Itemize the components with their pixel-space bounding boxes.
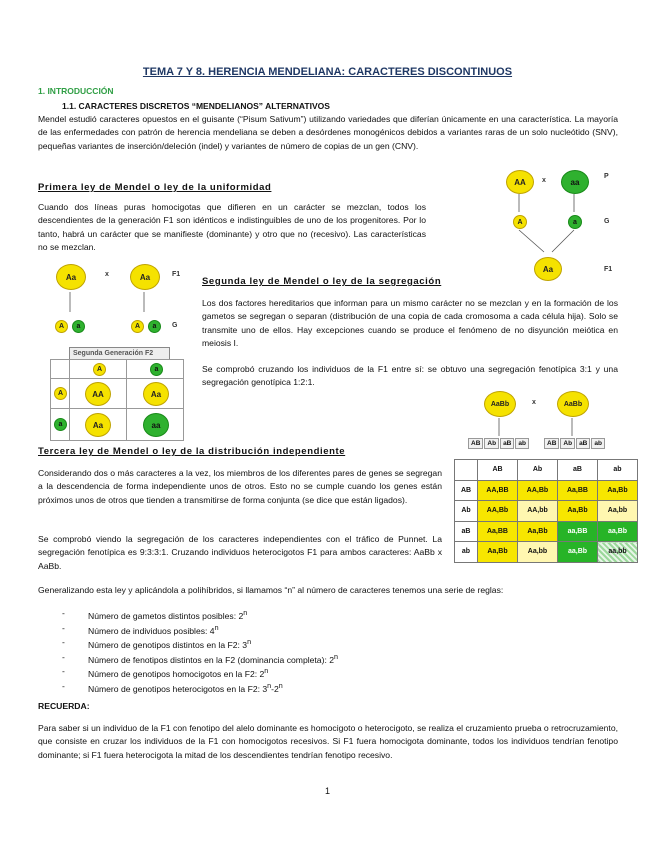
parent-Aa-right: Aa — [130, 264, 160, 290]
gamete-pill: AB — [468, 438, 483, 449]
list-item — [62, 664, 338, 679]
table-row — [455, 501, 638, 522]
row-header: aB — [455, 521, 478, 542]
table-cell: Aa,Bb — [558, 501, 598, 522]
offspring-Aa: Aa — [534, 257, 562, 281]
rule-text: Número de genotipos heterocigotos en la F2: 3 — [88, 683, 268, 694]
f2-col-header-A: A — [93, 363, 106, 376]
table-row — [455, 521, 638, 542]
parent-AA: AA — [506, 170, 534, 194]
gamete-pill: aB — [576, 438, 590, 449]
row-header: Ab — [455, 501, 478, 522]
page-title: TEMA 7 Y 8. HERENCIA MENDELIANA: CARACTERES DISCONTINUOS — [142, 66, 513, 78]
table-cell: aa,bb — [598, 542, 638, 563]
dihybrid-punnett-table — [454, 459, 638, 563]
list-item — [62, 606, 338, 621]
table-cell: AA,bb — [518, 501, 558, 522]
section-heading-introduccion: 1. INTRODUCCIÓN — [38, 86, 114, 96]
col-header: ab — [598, 460, 638, 481]
table-row — [455, 542, 638, 563]
table-cell: aa,BB — [558, 521, 598, 542]
f2-cell-AA: AA — [85, 382, 111, 406]
f2-cell-Aa-1: Aa — [143, 382, 169, 406]
gamete-A: A — [513, 215, 527, 229]
intro-paragraph: Mendel estudió caracteres opuestos en el guisante (“Pisum Sativum”) utilizando variedades que diferían únicamente en una característica. La mayoría de las enfermedades con patrón de herencia mendeliana se deben a desórdenes monogénicos debidos a variantes raras de un solo nucleótido (SNV), pequeñas variantes de inserción/deleción (indel) y variantes de número de copias de un gen (CNV). — [38, 114, 618, 151]
page-number: 1 — [324, 786, 330, 796]
gamete-a-1: a — [72, 320, 85, 333]
recuerda-label: RECUERDA: — [38, 701, 90, 711]
cross-symbol: x — [542, 177, 546, 184]
gamete-pill: Ab — [484, 438, 499, 449]
f2-cell-aa: aa — [143, 413, 169, 437]
law1-heading: Primera ley de Mendel o ley de la uniformidad — [38, 182, 272, 193]
rule-exponent: n — [243, 609, 248, 617]
law1-paragraph: Cuando dos líneas puras homocigotas que difieren en un carácter se mezclan, todos los descendientes de la generación F1 son idénticos e indistinguibles de uno de los progenitores. Por lo tanto, habrá un carácter que se manifieste (dominante) y otro que no (recesivo). Las características no se mezclan. — [38, 202, 426, 253]
generation-label-G-2: G — [172, 322, 178, 329]
cross-symbol-3: x — [532, 399, 536, 406]
list-item — [62, 679, 338, 694]
row-header: ab — [455, 542, 478, 563]
f2-cell-Aa-2: Aa — [85, 413, 111, 437]
list-item — [62, 621, 338, 636]
table-cell: Aa,bb — [598, 501, 638, 522]
rule-text: Número de individuos posibles: 4 — [88, 625, 215, 636]
law2-paragraph: Los dos factores hereditarios que informan para un mismo carácter no se mezclan y en la formación de los gametos se segregan o separan (distribución de una copia de cada cromosoma a cada célula hija). Solo se transmite uno de ellos. Hay excepciones cuando se produce el fenómeno de no disyunción meiótica en meiosis I. — [202, 298, 618, 349]
rule-text: Número de genotipos distintos en la F2: 3 — [88, 640, 248, 651]
table-cell: Aa,bb — [518, 542, 558, 563]
recuerda-paragraph: Para saber si un individuo de la F1 con fenotipo del alelo dominante es homocigoto o heterocigoto, se realiza el cruzamiento prueba o retrocruzamiento, que consiste en cruzar los individuos de la F1 con homocigotos recesivos. Si F1 fuera homocigota dominante, todos los individuos tendrían fenotipo dominante; si F1 fuera heterocigota la mitad de los descendientes tendrían fenotipo recesivo. — [38, 723, 618, 760]
rule-exponent: n — [334, 652, 338, 661]
table-cell: Aa,BB — [478, 521, 518, 542]
col-header: aB — [558, 460, 598, 481]
list-item — [62, 650, 338, 665]
rule-exponent: n — [278, 681, 283, 690]
table-cell: Aa,BB — [558, 480, 598, 501]
table-cell: Aa,Bb — [478, 542, 518, 563]
gamete-pill: aB — [500, 438, 514, 449]
table-cell: Aa,Bb — [598, 480, 638, 501]
gamete-pill: ab — [591, 438, 605, 449]
table-cell: aa,Bb — [598, 521, 638, 542]
gamete-pill: ab — [515, 438, 529, 449]
f2-row-header-A: A — [54, 387, 67, 400]
figure2-arrows — [60, 290, 160, 320]
list-item — [62, 635, 338, 650]
generation-label-F1-2: F1 — [172, 271, 181, 278]
generation-label-F1: F1 — [604, 266, 613, 273]
law2-heading: Segunda ley de Mendel o ley de la segregación — [202, 276, 442, 287]
law2-paragraph-2: Se comprobó cruzando los individuos de la F1 entre sí: se obtuvo una segregación fenotípica 3:1 y una segregación genotípica 1:2:1. — [202, 364, 618, 388]
rule-exponent: n — [214, 623, 219, 632]
rule-text: Número de genotipos homocigotos en la F2: 2 — [88, 669, 265, 680]
f2-row-header-a: a — [54, 418, 67, 431]
f2-caption: Segunda Generación F2 — [69, 347, 170, 360]
table-row — [455, 480, 638, 501]
gamete-pill: AB — [544, 438, 559, 449]
rule-text-tail: -2 — [271, 683, 279, 694]
table-header-row — [455, 460, 638, 481]
figure3-arrows — [490, 416, 590, 440]
row-header: AB — [455, 480, 478, 501]
table-cell: AA,BB — [478, 480, 518, 501]
f2-punnett-grid — [50, 359, 184, 441]
col-header: AB — [478, 460, 518, 481]
gametes-right — [544, 438, 605, 449]
gamete-A-2: A — [131, 320, 144, 333]
table-cell: AA,Bb — [518, 480, 558, 501]
table-cell: AA,Bb — [478, 501, 518, 522]
rule-exponent: n — [267, 681, 272, 690]
generation-label-G: G — [604, 218, 610, 225]
generation-label-P: P — [604, 173, 609, 180]
table-corner — [455, 460, 478, 481]
gamete-a: a — [568, 215, 582, 229]
gametes-left — [468, 438, 529, 449]
rule-text: Número de gametos distintos posibles: 2 — [88, 610, 244, 621]
col-header: Ab — [518, 460, 558, 481]
f2-col-header-a: a — [150, 363, 163, 376]
figure1-arrows — [500, 190, 600, 260]
law3-paragraph: Considerando dos o más caracteres a la vez, los miembros de los diferentes pares de genes se segregan a la descendencia de forma independiente unos de otros. Esto no se cumple cuando los genes están próximos unos de otros que tienden a transmitirse de forma conjunta (se dice que están ligados). — [38, 468, 442, 505]
gamete-pill: Ab — [560, 438, 575, 449]
law3-heading: Tercera ley de Mendel o ley de la distribución independiente — [38, 446, 346, 457]
rule-exponent: n — [247, 638, 252, 647]
law3-paragraph-2: Se comprobó viendo la segregación de los caracteres independientes con el tráfico de Punnet. La segregación fenotípica es 9:3:3:1. Cruzando individuos heterocigotos F1 para ambos caracteres: AaBb x AaBb. — [38, 534, 442, 571]
cross-symbol-2: x — [105, 271, 109, 278]
subsection-heading: 1.1. CARACTERES DISCRETOS “MENDELIANOS” ALTERNATIVOS — [62, 101, 330, 111]
gamete-A-1: A — [55, 320, 68, 333]
table-cell: Aa,Bb — [518, 521, 558, 542]
gamete-a-2: a — [148, 320, 161, 333]
generalization-paragraph: Generalizando esta ley y aplicándola a polihíbridos, si llamamos “n” al número de caracteres tenemos una serie de reglas: — [38, 585, 504, 595]
parent-aa: aa — [561, 170, 589, 194]
parent-Aa-left: Aa — [56, 264, 86, 290]
table-cell: aa,Bb — [558, 542, 598, 563]
rule-exponent: n — [264, 667, 269, 676]
rules-list — [62, 606, 338, 694]
rule-text: Número de fenotipos distintos en la F2 (dominancia completa): 2 — [88, 654, 335, 665]
parent-AaBb-left: AaBb — [484, 391, 516, 417]
parent-AaBb-right: AaBb — [557, 391, 589, 417]
